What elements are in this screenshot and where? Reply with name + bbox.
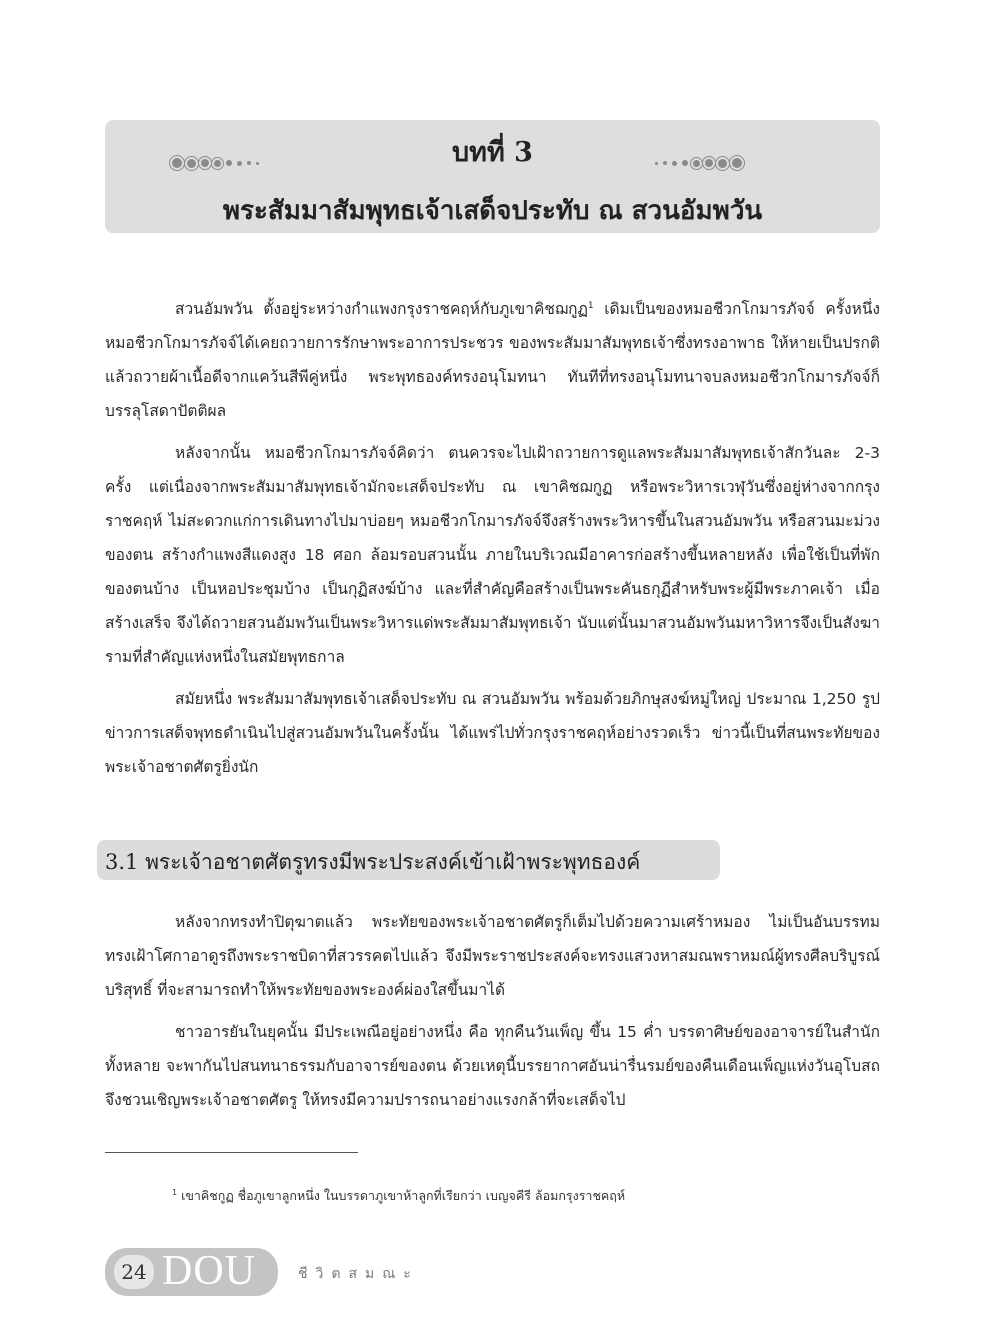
section-body [105, 905, 880, 1125]
paragraph: หลังจากนั้น หมอชีวกโกมารภัจจ์คิดว่า ตนควรจะไปเฝ้าถวายการดูแลพระสัมมาสัมพุทธเจ้าสักวันละ 2-3 ครั้ง แต่เนื่องจากพระสัมมาสัมพุทธเจ้ามักจะเสด็จประทับ ณ เขาคิชฌกูฏ หรือพระวิหารเวฬุวันซึ่งอยู่ห่างจากกรุงราชคฤห์ ไม่สะดวกแก่การเดินทางไปมาบ่อยๆ หมอชีวกโกมารภัจจ์จึงสร้างพระวิหารขึ้นในสวนอัมพวัน หรือสวนมะม่วงของตน สร้างกำแพงสีแดงสูง 18 ศอก ล้อมรอบสวนนั้น ภายในบริเวณมีอาคารก่อสร้างขึ้นหลายหลัง เพื่อใช้เป็นที่พักของตนบ้าง เป็นหอประชุมบ้าง เป็นกุฏิสงฆ์บ้าง และที่สำคัญคือสร้างเป็นพระคันธกุฏีสำหรับพระผู้มีพระภาคเจ้า เมื่อสร้างเสร็จ จึงได้ถวายสวนอัมพวันเป็นพระวิหารแด่พระสัมมาสัมพุทธเจ้า นับแต่นั้นมาสวนอัมพวันมหาวิหารจึงเป็นสังฆารามที่สำคัญแห่งหนึ่งในสมัยพุทธกาล [105, 444, 880, 666]
footnote-ref: 1 [587, 300, 594, 311]
footnote-divider [105, 1152, 358, 1153]
footnote: $^1$ เขาคิชกูฏ ชื่อภูเขาลูกหนึ่ง ในบรรดาภูเขาห้าลูกที่เรียกว่า เบญจคีรี ล้อมกรุงราชคฤห์ [172, 1187, 626, 1203]
page-number: 24 [114, 1255, 154, 1289]
section-heading: 3.1 พระเจ้าอชาตศัตรูทรงมีพระประสงค์เข้าเฝ้าพระพุทธองค์ [105, 850, 641, 874]
paragraph: ชาวอารยันในยุคนั้น มีประเพณีอยู่อย่างหนึ่ง คือ ทุกคืนวันเพ็ญ ขึ้น 15 ค่ำ บรรดาศิษย์ของอาจารย์ในสำนักทั้งหลาย จะพากันไปสนทนาธรรมกับอาจารย์ของตน ด้วยเหตุนี้บรรยากาศอันน่ารื่นรมย์ของคืนเดือนเพ็ญแห่งวันอุโบสถ จึงชวนเชิญพระเจ้าอชาตศัตรู ให้ทรงมีความปรารถนาอย่างแรงกล้าที่จะเสด็จไป [105, 1023, 880, 1109]
paragraph: สมัยหนึ่ง พระสัมมาสัมพุทธเจ้าเสด็จประทับ ณ สวนอัมพวัน พร้อมด้วยภิกษุสงฆ์หมู่ใหญ่ ประมาณ 1,250 รูป ข่าวการเสด็จพุทธดำเนินไปสู่สวนอัมพวันในครั้งนั้น ได้แพร่ไปทั่วกรุงราชคฤห์อย่างรวดเร็ว ข่าวนี้เป็นที่สนพระทัยของพระเจ้าอชาตศัตรูยิ่งนัก [105, 690, 880, 776]
intro-body [105, 292, 880, 792]
running-footer-title: ชีวิตสมณะ [298, 1266, 419, 1282]
paragraph: หลังจากทรงทำปิตุฆาตแล้ว พระทัยของพระเจ้าอชาตศัตรูก็เต็มไปด้วยความเศร้าหมอง ไม่เป็นอันบรรทม ทรงเฝ้าโศกาอาดูรถึงพระราชบิดาที่สวรรคตไปแล้ว จึงมีพระราชประสงค์จะทรงแสวงหาสมณพราหมณ์ผู้ทรงศีลบริบูรณ์บริสุทธิ์ ที่จะสามารถทำให้พระทัยของพระองค์ผ่องใสขึ้นมาได้ [105, 913, 880, 999]
paragraph: สวนอัมพวัน ตั้งอยู่ระหว่างกำแพงกรุงราชคฤห์กับภูเขาคิชฌกูฏ$^1$ เดิมเป็นของหมอชีวกโกมารภัจจ์ ครั้งหนึ่งหมอชีวกโกมารภัจจ์ได้เคยถวายการรักษาพระอาการประชวร ของพระสัมมาสัมพุทธเจ้าซึ่งทรงอาพาธ ให้หายเป็นปรกติ แล้วถวายผ้าเนื้อดีจากแคว้นสีพีคู่หนึ่ง พระพุทธองค์ทรงอนุโมทนา ทันทีที่ทรงอนุโมทนาจบลงหมอชีวกโกมารภัจจ์ก็บรรลุโสดาปัตติผล [105, 300, 880, 420]
chapter-number: บทที่ 3 [452, 137, 533, 168]
chapter-title: พระสัมมาสัมพุทธเจ้าเสด็จประทับ ณ สวนอัมพวัน [222, 196, 763, 226]
brand-logo-text: DOU [162, 1248, 256, 1294]
